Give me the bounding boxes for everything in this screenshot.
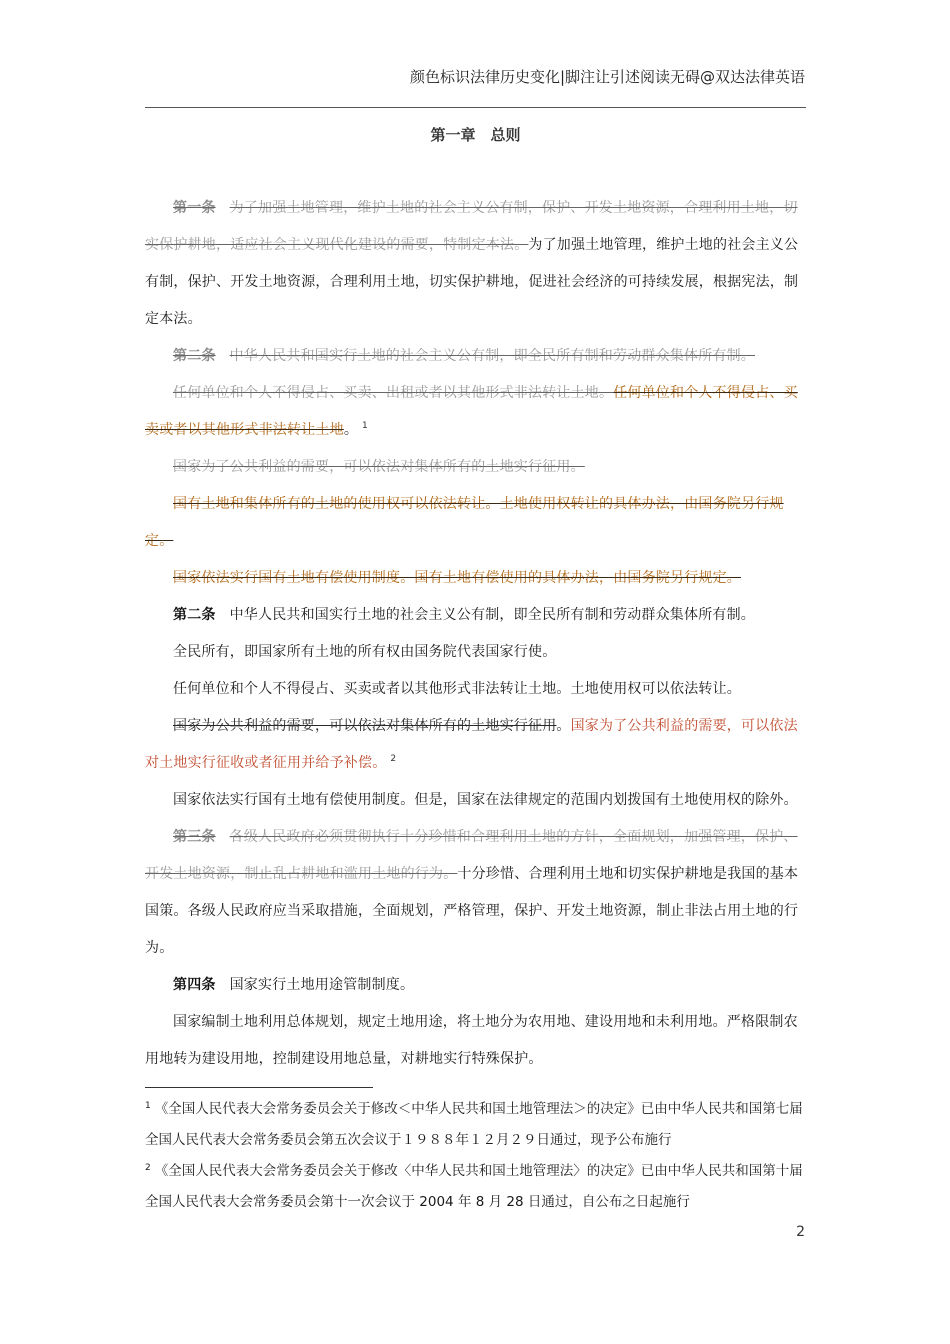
article-2-old-p4: 国有土地和集体所有的土地的使用权可以依法转让。土地使用权转让的具体办法，由国务院另行规定。 [145, 496, 784, 549]
inserted-text: 国家为了公共利益的需要，可以依法对土地实行征收或者征用并给予补偿。 [145, 718, 798, 771]
article-2-old [145, 338, 806, 375]
article-3-new-text: 十分珍惜、合理利用土地和切实保护耕地是我国的基本国策。各级人民政府应当采取措施，全面规划，严格管理，保护、开发土地资源，制止非法占用土地的行为。 [145, 866, 799, 956]
article-2-new-p4 [145, 708, 806, 782]
footnote-mark: 1 [145, 1100, 151, 1111]
article-4-text: 国家实行土地用途管制制度。 [229, 977, 415, 993]
article-2-new-text: 中华人民共和国实行土地的社会主义公有制，即全民所有制和劳动群众集体所有制。 [229, 607, 756, 623]
article-number: 第三条 [173, 829, 216, 845]
article-2-old-text: 中华人民共和国实行土地的社会主义公有制，即全民所有制和劳动群众集体所有制。 [229, 348, 756, 364]
article-number: 第二条 [173, 607, 216, 623]
article-4-p2: 国家编制土地利用总体规划，规定土地用途，将土地分为农用地、建设用地和未利用地。严格限制农用地转为建设用地，控制建设用地总量，对耕地实行特殊保护。 [145, 1014, 798, 1067]
article-4 [145, 967, 806, 1004]
article-1-old-text: 为了加强土地管理，维护土地的社会主义公有制，保护、开发土地资源，合理利用土地，切实保护耕地，适应社会主义现代化建设的需要，特制定本法。 [145, 200, 798, 253]
article-2-new-p5: 国家依法实行国有土地有偿使用制度。但是，国家在法律规定的范围内划拨国有土地使用权的除外。 [173, 792, 798, 808]
footnote-divider [145, 1087, 373, 1088]
footnotes [145, 1094, 806, 1218]
article-1-new-text: 为了加强土地管理，维护土地的社会主义公有制，保护、开发土地资源，合理利用土地，切实保护耕地，促进社会经济的可持续发展，根据宪法，制定本法。 [145, 237, 799, 327]
document-body [145, 190, 806, 1078]
amended-deleted-text: 任何单位和个人不得侵占、买卖或者以其他形式非法转让土地 [145, 385, 798, 438]
footnote-ref-2[interactable]: 2 [390, 754, 397, 765]
punctuation: 。 [343, 422, 359, 438]
article-2-new-p3: 任何单位和个人不得侵占、买卖或者以其他形式非法转让土地。土地使用权可以依法转让。 [173, 681, 741, 697]
article-2-new [145, 597, 806, 634]
article-2-old-p3: 国家为了公共利益的需要，可以依法对集体所有的土地实行征用。 [173, 459, 585, 475]
header-title: 颜色标识法律历史变化|脚注让引述阅读无碍@双达法律英语 [409, 68, 805, 86]
punctuation: 。 [556, 718, 571, 734]
article-2-old-p5: 国家依法实行国有土地有偿使用制度。国有土地有偿使用的具体办法，由国务院另行规定。 [173, 570, 741, 586]
page-number: 2 [796, 1224, 805, 1240]
deleted-text: 国家为公共利益的需要，可以依法对集体所有的土地实行征用 [173, 718, 557, 734]
footnote-ref-1[interactable]: 1 [362, 421, 368, 432]
article-1 [145, 190, 806, 338]
footnote-2 [145, 1156, 806, 1218]
footnote-1 [145, 1094, 806, 1156]
article-number: 第二条 [173, 348, 216, 364]
deleted-text: 任何单位和个人不得侵占、买卖、出租或者以其他形式非法转让土地。 [173, 385, 614, 401]
header-divider [145, 107, 806, 108]
article-2-old-p2 [145, 375, 806, 449]
footnote-text: 《全国人民代表大会常务委员会关于修改＜中华人民共和国土地管理法＞的决定》已由中华人民共和国第七届全国人民代表大会常务委员会第五次会议于１９８８年１２月２９日通过，现予公布施行 [145, 1101, 803, 1148]
article-2-new-p2: 全民所有，即国家所有土地的所有权由国务院代表国家行使。 [173, 644, 557, 660]
article-3 [145, 819, 806, 967]
chapter-title: 第一章 总则 [430, 126, 521, 144]
article-number: 第一条 [173, 200, 216, 216]
footnote-text: 《全国人民代表大会常务委员会关于修改〈中华人民共和国土地管理法〉的决定》已由中华人民共和国第十届全国人民代表大会常务委员会第十一次会议于 2004 年 8 月 28 日通过，自公布之日起施行 [145, 1163, 803, 1210]
article-number: 第四条 [173, 977, 216, 993]
footnote-mark: 2 [145, 1162, 151, 1173]
article-3-old-text: 各级人民政府必须贯彻执行十分珍惜和合理利用土地的方针，全面规划，加强管理，保护、开发土地资源，制止乱占耕地和滥用土地的行为。 [145, 829, 798, 882]
